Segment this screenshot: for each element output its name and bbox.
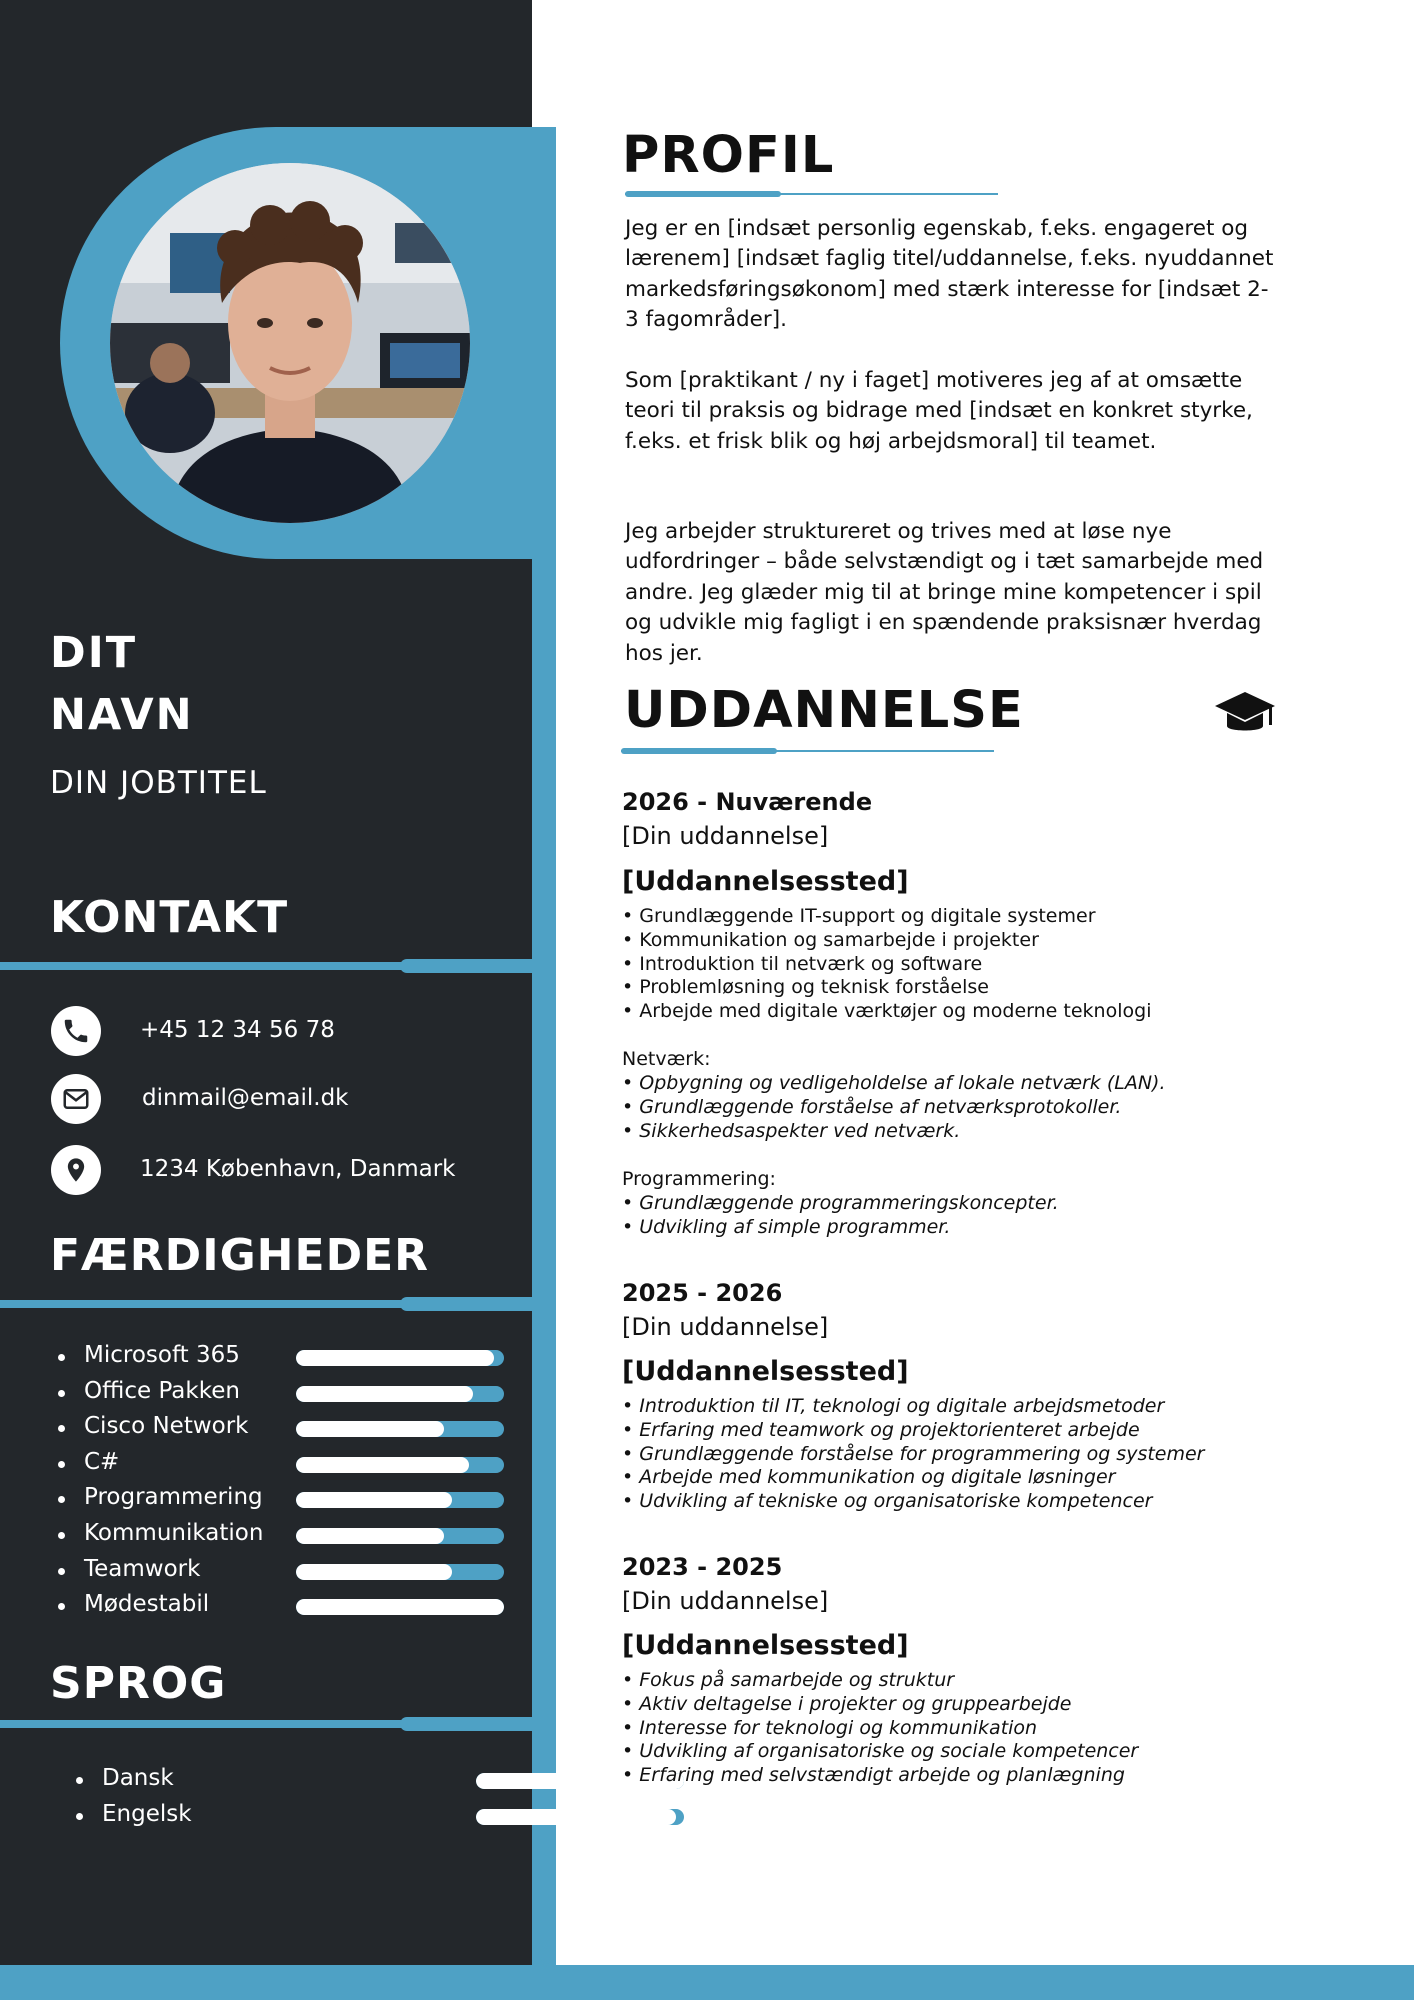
skill-level-fill <box>296 1564 452 1580</box>
skill-level-bar <box>296 1457 504 1473</box>
education-rule-accent <box>621 748 777 754</box>
bottom-accent-band <box>0 1965 1414 2000</box>
edu-1-place: [Uddannelsessted] <box>622 866 909 897</box>
language-row <box>76 1801 526 1831</box>
skill-row <box>58 1520 508 1550</box>
bullet-dot <box>58 1496 65 1503</box>
skill-level-fill <box>296 1599 504 1615</box>
contact-heading: KONTAKT <box>50 892 289 943</box>
profile-rule-accent <box>625 191 781 197</box>
skill-label: Cisco Network <box>84 1413 249 1440</box>
graduation-cap-icon <box>1213 690 1277 742</box>
skill-row <box>58 1449 508 1479</box>
edu-2-years: 2025 - 2026 <box>622 1279 783 1307</box>
edu-2-place: [Uddannelsessted] <box>622 1356 909 1387</box>
skill-level-bar <box>296 1492 504 1508</box>
bullet-item: • Fokus på samarbejde og struktur <box>622 1669 955 1691</box>
edu-1-group-network-title: Netværk: <box>622 1048 711 1070</box>
location-pin-icon <box>51 1145 101 1195</box>
skill-level-bar <box>296 1599 504 1615</box>
name-line-2: NAVN <box>50 690 194 740</box>
bullet-item: • Opbygning og vedligeholdelse af lokale netværk (LAN). <box>622 1072 1166 1094</box>
skill-row <box>58 1591 508 1621</box>
bullet-item: • Sikkerhedsaspekter ved netværk. <box>622 1119 961 1142</box>
edu-3-place: [Uddannelsessted] <box>622 1630 909 1661</box>
edu-1-name: [Din uddannelse] <box>622 822 829 850</box>
skill-label: Mødestabil <box>84 1591 210 1618</box>
bullet-item: • Grundlæggende forståelse for programmering og systemer <box>622 1442 1205 1465</box>
bullet-item: • Arbejde med kommunikation og digitale løsninger <box>622 1466 1116 1489</box>
skill-level-fill <box>296 1492 452 1508</box>
skill-row <box>58 1413 508 1443</box>
skill-level-fill <box>296 1386 473 1402</box>
bullet-item: • Arbejde med digitale værktøjer og moderne teknologi <box>622 1000 1152 1023</box>
language-level-fill <box>476 1809 676 1825</box>
contact-email[interactable]: dinmail@email.dk <box>142 1085 349 1111</box>
skill-level-fill <box>296 1350 494 1366</box>
bullet-item: • Grundlæggende programmeringskoncepter. <box>622 1192 1059 1214</box>
skill-row <box>58 1378 508 1408</box>
bullet-item: • Udvikling af organisatoriske og sociale kompetencer <box>622 1740 1139 1763</box>
skills-heading: FÆRDIGHEDER <box>50 1230 430 1281</box>
contact-phone[interactable]: +45 12 34 56 78 <box>140 1017 335 1043</box>
languages-rule-nub <box>400 1717 532 1731</box>
bullet-item: • Introduktion til netværk og software <box>622 952 983 975</box>
bullet-dot <box>58 1461 65 1468</box>
bullet-dot <box>58 1603 65 1610</box>
edu-1-group-programming-title: Programmering: <box>622 1168 776 1190</box>
profile-paragraph-3: Jeg arbejder struktureret og trives med at løse nye udfordringer – både selvstændigt og i tæt samarbejde med andre. Jeg glæder mig til at bringe mine kompetencer i spil og udvikle mig fagligt i en spændende praksisnær hverdag hos jer. <box>625 519 1264 666</box>
edu-3-name: [Din uddannelse] <box>622 1587 829 1615</box>
skill-level-bar <box>296 1350 504 1366</box>
bullet-dot <box>76 1813 83 1820</box>
bullet-dot <box>76 1777 83 1784</box>
profile-paragraph-2: Som [praktikant / ny i faget] motiveres jeg af at omsætte teori til praksis og bidrage med [indsæt en konkret styrke, f.eks. et frisk blik og høj arbejdsmoral] til teamet. <box>625 368 1253 454</box>
skill-label: C# <box>84 1448 120 1475</box>
edu-1-bullets <box>622 905 1151 1024</box>
bullet-item: • Interesse for teknologi og kommunikation <box>622 1716 1038 1739</box>
education-heading: UDDANNELSE <box>624 681 1024 740</box>
bullet-item: • Introduktion til IT, teknologi og digitale arbejdsmetoder <box>622 1395 1165 1417</box>
bullet-item: • Udvikling af tekniske og organisatoriske kompetencer <box>622 1490 1153 1513</box>
bullet-dot <box>58 1425 65 1432</box>
bullet-dot <box>58 1354 65 1361</box>
edu-3-years: 2023 - 2025 <box>622 1553 783 1581</box>
bullet-item: • Udvikling af simple programmer. <box>622 1215 951 1238</box>
skill-label: Teamwork <box>84 1555 201 1582</box>
bullet-item: • Erfaring med teamwork og projektorienteret arbejde <box>622 1418 1140 1441</box>
language-row <box>76 1765 526 1795</box>
contact-rule-nub <box>400 959 532 973</box>
skill-level-bar <box>296 1528 504 1544</box>
languages-heading: SPROG <box>50 1658 227 1709</box>
language-label: Dansk <box>102 1765 174 1791</box>
contact-address: 1234 København, Danmark <box>140 1156 456 1182</box>
skill-level-bar <box>296 1386 504 1402</box>
edu-1-group-programming-bullets <box>622 1192 1059 1240</box>
portrait-illustration <box>110 163 470 523</box>
edu-2-name: [Din uddannelse] <box>622 1313 829 1341</box>
name-line-1: DIT <box>50 628 138 678</box>
skill-level-fill <box>296 1457 469 1473</box>
edu-1-years: 2026 - Nuværende <box>622 788 873 816</box>
skill-row <box>58 1342 508 1372</box>
skill-label: Office Pakken <box>84 1377 240 1404</box>
bullet-dot <box>58 1390 65 1397</box>
bullet-item: • Problemløsning og teknisk forståelse <box>622 976 989 999</box>
language-level-bar <box>476 1809 684 1825</box>
edu-3-bullets <box>622 1669 1138 1788</box>
skill-row <box>58 1484 508 1514</box>
skill-label: Kommunikation <box>84 1520 264 1546</box>
profile-photo <box>110 163 470 523</box>
bullet-dot <box>58 1532 65 1539</box>
phone-icon <box>51 1006 101 1056</box>
job-title: DIN JOBTITEL <box>50 765 267 801</box>
bullet-item: • Kommunikation og samarbejde i projekter <box>622 928 1039 951</box>
skill-level-bar <box>296 1564 504 1580</box>
skill-level-bar <box>296 1421 504 1437</box>
skill-label: Programmering <box>84 1484 263 1511</box>
skill-label: Microsoft 365 <box>84 1342 240 1368</box>
language-label: Engelsk <box>102 1800 192 1827</box>
profile-heading: PROFIL <box>622 126 835 185</box>
bullet-dot <box>58 1568 65 1575</box>
bullet-item: • Aktiv deltagelse i projekter og gruppearbejde <box>622 1692 1072 1715</box>
bullet-item: • Erfaring med selvstændigt arbejde og planlægning <box>622 1764 1125 1787</box>
profile-paragraph-1: Jeg er en [indsæt personlig egenskab, f.eks. engageret og lærenem] [indsæt faglig titel/uddannelse, f.eks. nyuddannet markedsføringsøkonom] med stærk interesse for [indsæt 2-3 fagområder]. <box>625 216 1274 333</box>
skill-level-fill <box>296 1528 444 1544</box>
edu-1-group-network-bullets <box>622 1072 1166 1143</box>
bullet-item: • Grundlæggende forståelse af netværksprotokoller. <box>622 1095 1122 1118</box>
skill-row <box>58 1556 508 1586</box>
bullet-item: • Grundlæggende IT-support og digitale systemer <box>622 905 1096 927</box>
skills-rule-nub <box>400 1297 532 1311</box>
edu-2-bullets <box>622 1395 1205 1514</box>
skill-level-fill <box>296 1421 444 1437</box>
mail-icon <box>51 1074 101 1124</box>
